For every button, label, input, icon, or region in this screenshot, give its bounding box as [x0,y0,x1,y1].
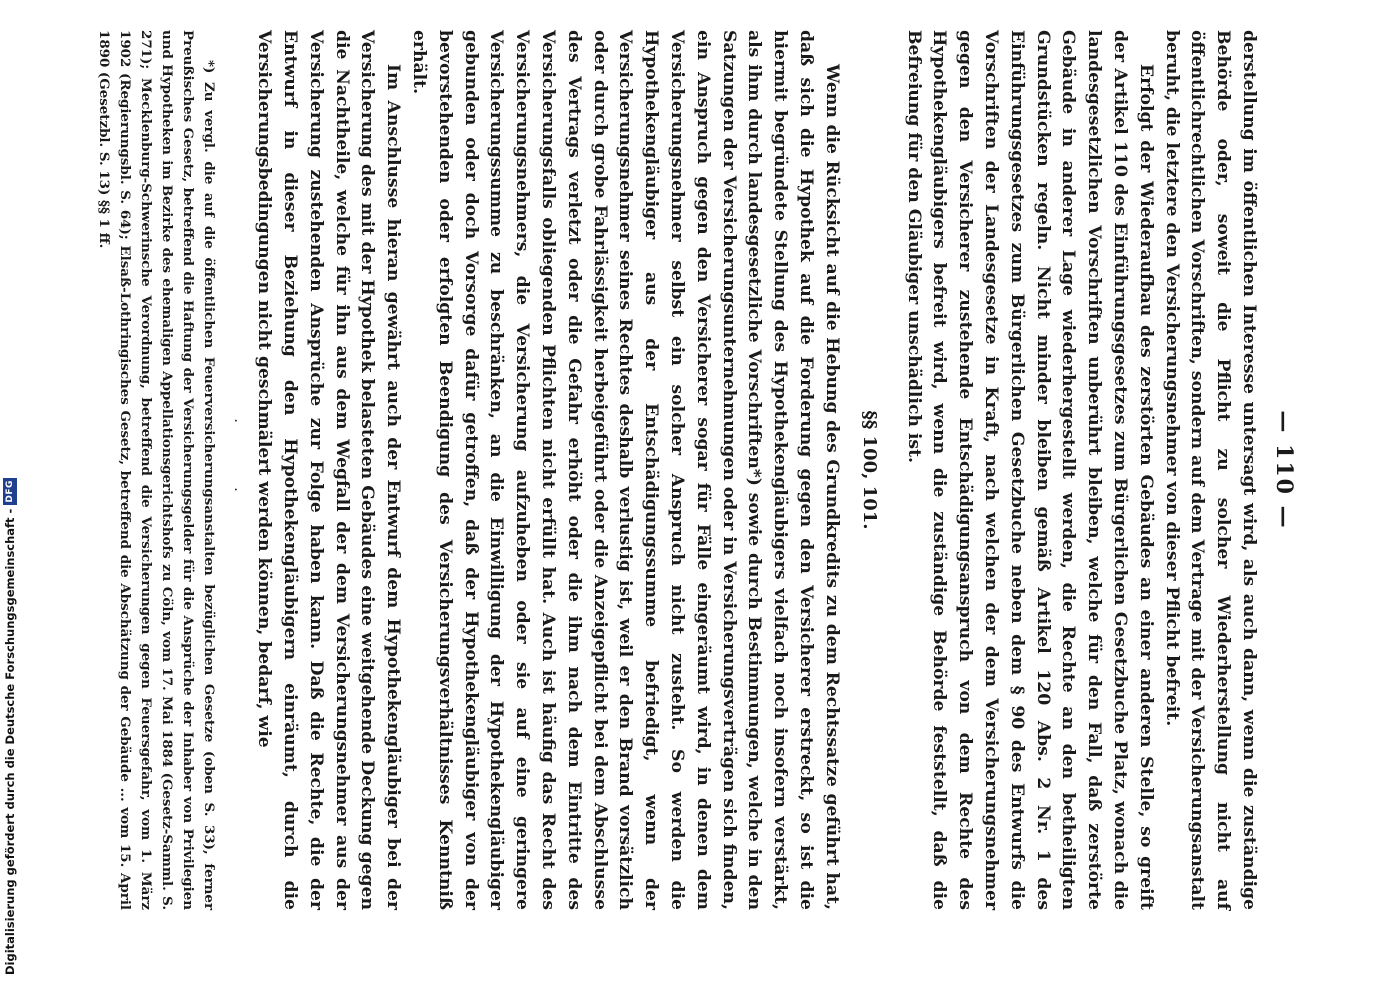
section-heading: §§ 100, 101. [858,410,880,530]
page-number: — 110 — [1271,410,1297,530]
footnote: *) Zu vergl. die auf die öffentlichen Feuerversicherungsanstalten bezüglichen Gesetze (oben S. 33), ferner Preußisches Gesetz, betreffend die Haftung der Versicherungsgelder für die Ansprüche der Inhaber von Privilegien und Hypotheken im Bezirke des ehemaligen Appellationsgerichtshofs zu Cöln, vom 17. Mai 1884 (Gesetz-Samml. S. 271); Mecklenburg-Schwerinsche Verordnung, betreffend die Versicherungen gegen Feuersgefahr, vom 1. März 1902 (Regierungsbl. S. 64); Elsaß-Lothringisches Gesetz, betreffend die Abschätzung der Gebäude ... vom 15. April 1890 (Gesetzbl. S. 13) §§ 1 ff. [95,30,217,910]
dfg-logo-icon: DFG [5,480,15,503]
scanned-page [95,0,1325,940]
funding-notice-text: Digitalisierung gefördert durch die Deutsche Forschungsgemeinschaft - [3,508,17,975]
paragraph-reconstruction: Erfolgt der Wiederaufbau des zerstörten Gebäudes an einer anderen Stelle, so greift der Artikel 110 des Einführungsgesetzes zum Bürgerlichen Gesetzbuche Platz, wonach die landesgesetzlichen Vorschriften unberührt bleiben, welche für den Fall, daß zerstörte Gebäude in anderer Lage wiederhergestellt werden, die Rechte an den betheiligten Grundstücken regeln. Nicht minder bleiben gemäß Artikel 120 Abs. 2 Nr. 1 des Einführungsgesetzes zum Bürgerlichen Gesetzbuche neben dem § 90 des Entwurfs die Vorschriften der Landesgesetze in Kraft, nach welchen der dem Versicherungsnehmer gegen den Versicherer zustehende Entschädigungsanspruch von dem Rechte des Hypothekengläubigers befreit wird, wenn die zuständige Behörde feststellt, daß die Befreiung für den Gläubiger unschädlich ist. [903,30,1156,910]
paragraph-continuation: derstellung im öffentlichen Interesse untersagt wird, als auch dann, wenn die zuständige Behörde oder, soweit die Pflicht zu solcher Wiederherstellung nicht auf öffentlichrechtlichen Vorschriften, sondern auf dem Vertrage mit der Versicherungsanstalt beruht, die letztere den Versicherungsnehmer von dieser Pflicht befreit. [1161,30,1259,910]
funding-notice [3,480,17,975]
footnote-divider: · · [226,418,243,522]
funding-banner [0,0,22,1000]
paragraph-draft-protection: Im Anschlusse hieran gewährt auch der Entwurf dem Hypothekengläubiger bei der Versicherung des mit der Hypothek belasteten Gebäudes eine weitgehende Deckung gegen die Nachtheile, welche für ihn aus dem Wegfall der dem Versicherungsnehmer aus der Versicherung zustehenden Ansprüche zur Folge haben kann. Daß die Rechte, die der Entwurf in dieser Beziehung den Hypothekengläubigern einräumt, durch die Versicherungsbedingungen nicht geschmälert werden können, bedarf, wie [254,30,404,910]
paragraph-mortgage-position: Wenn die Rücksicht auf die Hebung des Grundkredits zu dem Rechtssatze geführt hat, daß sich die Hypothek auf die Forderung gegen den Versicherer erstreckt, so ist die hiermit begründete Stellung des Hypothekengläubigers vielfach noch insofern verstärkt, als ihm durch landesgesetzliche Vorschriften*) sowie durch Bestimmungen, welche in den Satzungen der Versicherungsunternehmungen oder in Versicherungsverträgen sich finden, ein Anspruch gegen den Versicherer sogar für Fälle eingeräumt wird, in denen dem Versicherungsnehmer selbst ein solcher Anspruch nicht zusteht. So werden die Hypothekengläubiger aus der Entschädigungssumme befriedigt, wenn der Versicherungsnehmer seines Rechtes deshalb verlustig ist, weil er den Brand vorsätzlich oder durch grobe Fahrlässigkeit herbeigeführt oder die Anzeigepflicht bei dem Abschlusse des Vertrags verletzt oder die Gefahr erhöht oder die ihm nach dem Eintritte des Versicherungsfalls obliegenden Pflichten nicht erfüllt hat. Auch ist häufig das Recht des Versicherungsnehmers, die Versicherung aufzuheben oder sie auf eine geringere Versicherungssumme zu beschränken, an die Einwilligung der Hypothekengläubiger gebunden oder doch Vorsorge dafür getroffen, daß der Hypothekengläubiger von der bevorstehenden oder erfolgten Beendigung des Versicherungsverhältnisses Kenntniß erhält. [409,30,842,910]
